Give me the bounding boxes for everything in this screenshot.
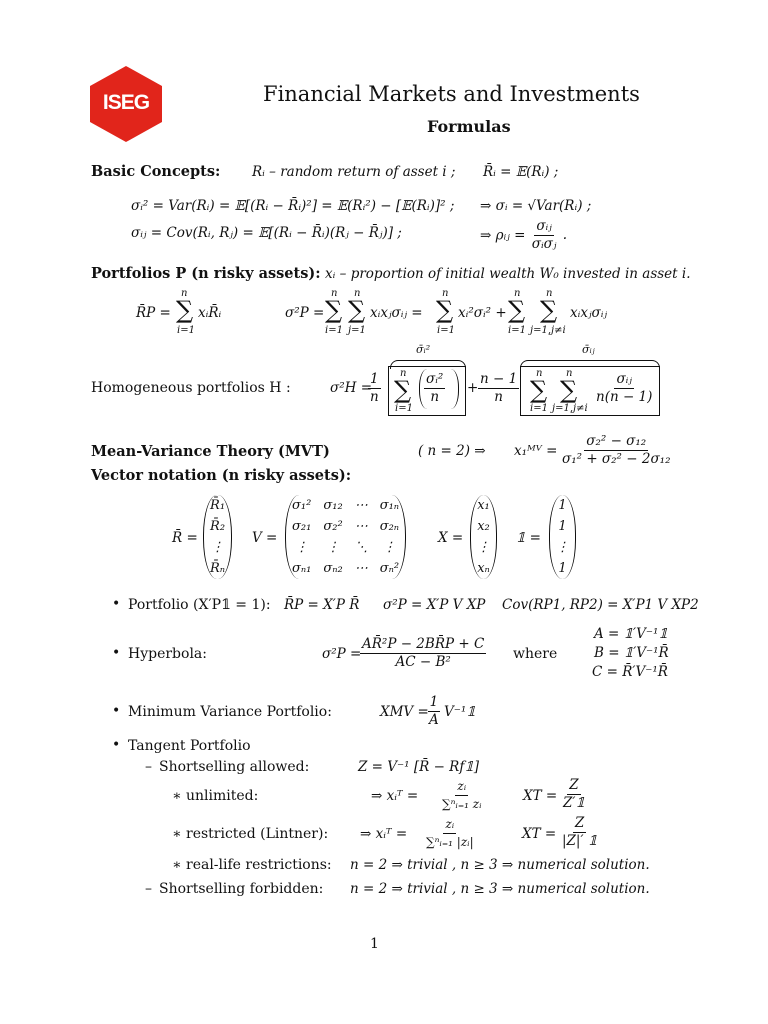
- mvt-condition: ( n = 2) ⇒: [418, 443, 486, 459]
- rho-numerator: σᵢⱼ: [536, 218, 552, 234]
- homog-sum1-top: n: [400, 368, 407, 379]
- x-vector-cell: x₁: [477, 498, 490, 513]
- v-matrix-lhs: V =: [252, 530, 278, 546]
- homog-inner1: [424, 371, 445, 406]
- bullet-mvp: [128, 704, 332, 720]
- one-vector-cell: ⋮: [556, 540, 569, 555]
- v-matrix-cell: ⋮: [326, 540, 340, 555]
- rho-lhs: ⇒ ρᵢⱼ =: [480, 227, 526, 244]
- reallife-eq-text: n = 2 ⇒ trivial , n ≥ 3 ⇒: [350, 857, 514, 873]
- bullet-hyperbola: [128, 646, 207, 662]
- homog-frac2-den: n: [494, 389, 503, 405]
- portfolio-var: σ²P = X′P V XP: [383, 597, 486, 613]
- restricted-x-denominator: |Z|′ 𝟙: [562, 833, 598, 849]
- mvp-numerator: 1: [429, 694, 439, 710]
- homog-sum3-top: n: [566, 368, 573, 379]
- restricted-denominator: ∑ⁿᵢ₌₁ |zᵢ|: [426, 835, 474, 849]
- x-vector: [470, 495, 497, 579]
- page-subtitle: Formulas: [427, 117, 511, 136]
- v-matrix-cell: σₙ²: [379, 561, 400, 576]
- sum-top-n: n: [181, 288, 188, 299]
- mvp-denominator: A: [429, 712, 439, 728]
- rho-denominator: σᵢσⱼ: [531, 236, 557, 252]
- homog-sum2: ∑: [530, 376, 548, 404]
- sum-symbol-3: ∑: [436, 296, 454, 324]
- rbar-vector-cell: ⋮: [211, 540, 225, 555]
- mvt-lhs: x₁ᴹⱽ =: [514, 443, 558, 459]
- short-allowed-label: – Shortselling allowed:: [159, 759, 309, 775]
- mvp-rhs: V⁻¹𝟙: [444, 704, 476, 720]
- vector-heading: Vector notation (n risky assets):: [91, 467, 352, 484]
- mvt-heading: Mean-Variance Theory (MVT): [91, 443, 330, 460]
- reallife-eq: [350, 857, 650, 873]
- v-matrix-cell: ⋮: [382, 540, 396, 555]
- homog-inner2: [594, 371, 654, 406]
- sum-top-n-3: n: [442, 288, 449, 299]
- x-vector-cell: x₂: [477, 519, 490, 534]
- homog-sum3: ∑: [560, 376, 578, 404]
- homog-frac1: [368, 371, 381, 406]
- var-lhs: σ²P =: [285, 305, 325, 321]
- restricted-x-numerator: Z: [574, 815, 585, 831]
- v-matrix-cell: ⋱: [354, 540, 368, 555]
- restricted-lhs: ⇒ xᵢᵀ =: [360, 826, 408, 842]
- abc-c: C = R̄′V⁻¹R̄: [592, 664, 668, 680]
- one-vector-cell: 1: [558, 519, 567, 534]
- mvt-denominator: σ₁² + σ₂² − 2σ₁₂: [562, 451, 671, 467]
- sum-bottom-i-1: i=1: [325, 325, 343, 336]
- brace2-label: σ̄ᵢⱼ: [582, 343, 595, 356]
- portfolios-line: [91, 265, 690, 282]
- unlimited-x-numerator: Z: [569, 777, 579, 793]
- rbar-vector-cell: R̄ₙ: [210, 561, 226, 576]
- restricted-label: ∗ restricted (Lintner):: [186, 826, 328, 842]
- var-term3: xᵢxⱼσᵢⱼ: [570, 305, 608, 321]
- portfolio-label: Portfolio (X′P𝟙 = 1):: [128, 597, 271, 613]
- rbar-vector-cell: R̄₂: [210, 519, 226, 534]
- hyperbola-numerator: AR̄²P − 2BR̄P + C: [362, 636, 485, 652]
- unlimited-fraction: [440, 778, 484, 813]
- sum-bottom-i: i=1: [177, 325, 195, 336]
- hyperbola-label: Hyperbola:: [128, 646, 207, 662]
- one-vector: [549, 495, 576, 579]
- homog-inner2-den: n(n − 1): [596, 389, 653, 405]
- unlimited-x-denominator: Z′𝟙: [563, 795, 585, 811]
- sum-bottom-jneq-5: j=1,j≠i: [530, 325, 566, 336]
- homog-inner1-den: n: [430, 389, 440, 405]
- v-matrix-cell: ⋮: [295, 540, 309, 555]
- reallife-label: ∗ real-life restrictions:: [186, 857, 332, 873]
- unlimited-lhs: ⇒ xᵢᵀ =: [371, 788, 419, 804]
- homog-frac2-num: n − 1: [480, 371, 518, 387]
- restricted-numerator: zᵢ: [443, 816, 456, 834]
- restricted-x-fraction: [560, 815, 599, 850]
- sum-bottom-j-2: j=1: [348, 325, 366, 336]
- homog-inner2-num: σᵢⱼ: [616, 371, 632, 387]
- sum-symbol-5: ∑: [540, 296, 558, 324]
- v-matrix-cell: σₙ₂: [323, 561, 343, 576]
- x-vector-cell: xₙ: [477, 561, 490, 576]
- sum-bottom-i-4: i=1: [508, 325, 526, 336]
- hyperbola-denominator: AC − B²: [395, 654, 451, 670]
- iseg-logo: [90, 66, 162, 142]
- unlimited-x-fraction: [561, 777, 587, 812]
- sum-symbol-4: ∑: [508, 296, 526, 324]
- v-matrix-cell: σ₂²: [323, 519, 343, 534]
- rbar-vector-cell: R̄₁: [210, 498, 226, 513]
- rho-fraction: [530, 218, 559, 253]
- var-term1: xᵢxⱼσᵢⱼ =: [370, 305, 423, 321]
- one-vector-lhs: 𝟙 =: [516, 530, 541, 546]
- bullet-tangent: [128, 738, 251, 754]
- sigma-definition: ⇒ σᵢ = √Var(Rᵢ) ;: [480, 198, 592, 214]
- sum-top-n-5: n: [546, 288, 553, 299]
- v-matrix-cell: σ₁₂: [323, 498, 343, 513]
- correlation-definition: ⇒ ρᵢⱼ = $\frac{\text{σᵢⱼ}}{\text{σᵢσⱼ}}$ .: [480, 218, 568, 252]
- short-allowed-eq: Z = V⁻¹ [R̄ − Rf𝟙]: [358, 759, 479, 775]
- unlimited-x: XT =: [523, 788, 558, 804]
- homog-inner1-num: σᵢ²: [426, 371, 444, 387]
- x-vector-cell: ⋮: [477, 540, 490, 555]
- portfolios-description: xᵢ – proportion of initial wealth W₀ invested in asset i.: [325, 266, 691, 282]
- restricted-x: XT =: [522, 826, 557, 842]
- v-matrix-cell: ⋯: [354, 498, 368, 513]
- basic-concepts-heading: Basic Concepts:: [91, 163, 221, 180]
- homog-frac1-den: n: [370, 389, 379, 405]
- homog-sum2-bottom: i=1: [530, 403, 548, 414]
- rp-term: xᵢR̄ᵢ: [198, 305, 222, 321]
- covariance-definition: σᵢⱼ = Cov(Rᵢ, Rⱼ) = 𝔼[(Rᵢ − R̄ᵢ)(Rⱼ − R̄ⱼ)] ;: [131, 225, 402, 241]
- hyperbola-lhs: σ²P =: [322, 646, 362, 662]
- homogeneous-label: Homogeneous portfolios H :: [91, 380, 291, 396]
- homog-frac1-num: 1: [370, 371, 379, 387]
- mvt-numerator: σ₂² − σ₁₂: [586, 433, 647, 449]
- bullet-portfolio: [128, 597, 271, 613]
- forbidden-label: – Shortselling forbidden:: [159, 881, 323, 897]
- variance-definition: σᵢ² = Var(Rᵢ) = 𝔼[(Rᵢ − R̄ᵢ)²] = 𝔼(Rᵢ²) − [𝔼(Rᵢ)]² ;: [131, 198, 455, 214]
- sum-top-n-1: n: [331, 288, 338, 299]
- portfolio-cov: Cov(RP1, RP2) = X′P1 V XP2: [502, 597, 699, 613]
- forbidden-eq-text: n = 2 ⇒ trivial , n ≥ 3 ⇒: [350, 881, 514, 897]
- sum-symbol-1: ∑: [325, 296, 343, 324]
- homog-frac2: [478, 371, 519, 406]
- brace1-label: σ̄ᵢ²: [416, 343, 431, 356]
- unlimited-label: ∗ unlimited:: [186, 788, 258, 804]
- homog-plus: +: [467, 380, 479, 396]
- x-vector-lhs: X =: [438, 530, 464, 546]
- abc-a: A = 𝟙′V⁻¹𝟙: [594, 626, 668, 642]
- iseg-logo-text: ISEG: [102, 91, 150, 114]
- where-label: where: [513, 646, 558, 662]
- mvp-fraction: [427, 694, 441, 729]
- rbar-definition: R̄ᵢ = 𝔼(Rᵢ) ;: [483, 164, 559, 180]
- sum-symbol: ∑: [176, 296, 194, 324]
- homog-sum2-top: n: [536, 368, 543, 379]
- ri-definition: Rᵢ – random return of asset i ;: [252, 164, 456, 180]
- reallife-eq-em: numerical solution.: [517, 857, 650, 873]
- forbidden-eq-em: numerical solution.: [517, 881, 650, 897]
- page-title: Financial Markets and Investments: [263, 82, 640, 106]
- rbar-vector: [203, 495, 232, 579]
- sum-top-n-2: n: [354, 288, 361, 299]
- var-term2: xᵢ²σᵢ² +: [458, 305, 507, 321]
- v-matrix-cell: ⋯: [354, 561, 368, 576]
- rp-lhs: R̄P =: [136, 305, 171, 321]
- sum-symbol-2: ∑: [348, 296, 366, 324]
- v-matrix-cell: σ₂ₙ: [379, 519, 400, 534]
- sum-top-n-4: n: [514, 288, 521, 299]
- one-vector-cell: 1: [558, 498, 567, 513]
- rbar-vector-lhs: R̄ =: [172, 530, 198, 546]
- tangent-label: Tangent Portfolio: [128, 738, 251, 754]
- portfolios-heading: Portfolios P (n risky assets):: [91, 265, 321, 282]
- v-matrix-cell: σₙ₁: [292, 561, 312, 576]
- homog-lhs: σ²H =: [330, 380, 373, 396]
- one-vector-cell: 1: [558, 561, 567, 576]
- homog-sum3-bottom: j=1,j≠i: [552, 403, 588, 414]
- v-matrix-cell: ⋯: [354, 519, 368, 534]
- unlimited-numerator: zᵢ: [455, 778, 468, 796]
- v-matrix-cell: σ₂₁: [292, 519, 312, 534]
- page-number: 1: [370, 936, 379, 952]
- homog-sum1: ∑: [394, 376, 412, 404]
- mvp-label: Minimum Variance Portfolio:: [128, 704, 332, 720]
- abc-b: B = 𝟙′V⁻¹R̄: [594, 645, 669, 661]
- forbidden-eq: [350, 881, 650, 897]
- mvt-fraction: [560, 433, 673, 468]
- sum-bottom-i-3: i=1: [437, 325, 455, 336]
- v-matrix: [285, 495, 406, 579]
- mvp-lhs: XMV =: [380, 704, 429, 720]
- unlimited-denominator: ∑ⁿᵢ₌₁ zᵢ: [442, 797, 482, 811]
- homog-sum1-bottom: i=1: [395, 403, 413, 414]
- v-matrix-cell: σ₁²: [292, 498, 312, 513]
- hyperbola-fraction: [360, 636, 486, 671]
- portfolio-rp: R̄P = X′P R̄: [284, 597, 360, 613]
- restricted-fraction: [424, 816, 476, 851]
- v-matrix-cell: σ₁ₙ: [379, 498, 400, 513]
